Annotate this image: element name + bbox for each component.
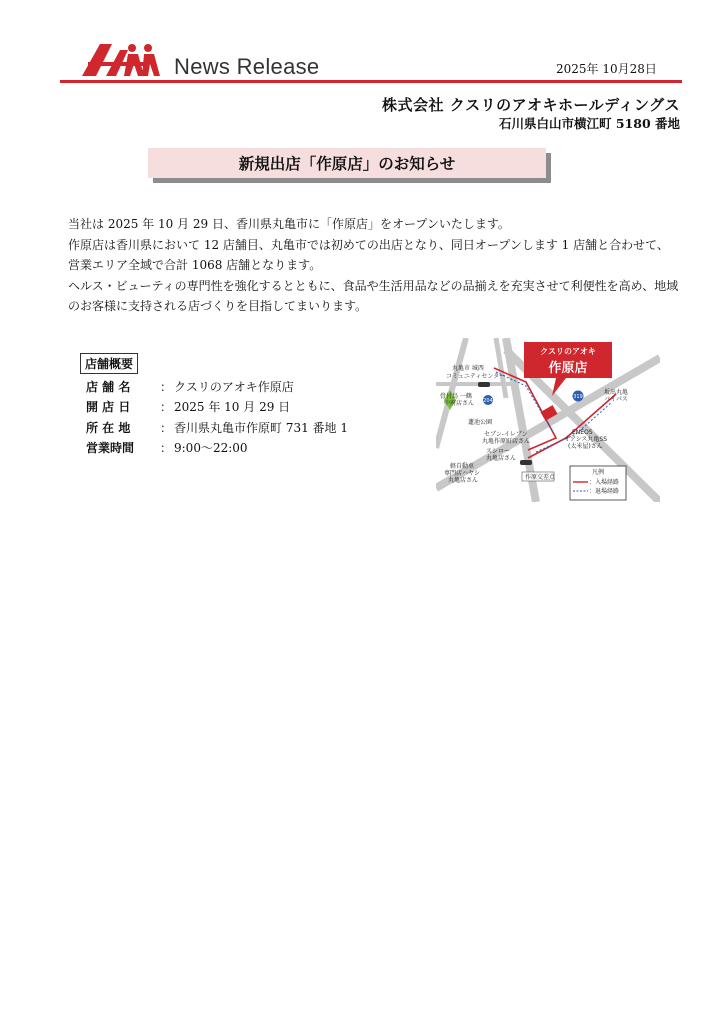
eneos-label: ENEOS [572, 429, 593, 436]
seven-eleven-label: 丸亀作原町店さん [482, 438, 531, 445]
company-address: 石川県白山市横江町 5180 番地 [499, 116, 680, 131]
headline-banner [148, 148, 546, 178]
car-shop-label: 丸亀店さん [448, 477, 479, 484]
address-label: 所 在 地 [86, 420, 131, 435]
kotohira-label: 骨付鳥 一鶴 [440, 393, 472, 400]
community-center-label: 丸亀市 城西 [452, 365, 484, 372]
store-name-label: 店 舗 名 [86, 379, 131, 394]
news-release-title: News Release [174, 54, 320, 79]
seven-eleven-label: セブン-イレブン [484, 431, 528, 438]
route-204-label: 204 [483, 398, 493, 404]
business-hours-label: 営業時間 [86, 441, 135, 456]
header-divider [60, 80, 682, 83]
kotohira-label: 中府店さん [444, 400, 475, 407]
company-name: 株式会社 クスリのアオキホールディングス [382, 96, 680, 114]
car-shop-label: 軽自動車 [450, 463, 475, 470]
bypass-label: 坂出丸亀 [604, 389, 629, 396]
store-name-value: クスリのアオキ作原店 [174, 379, 294, 394]
intersection-label: 作原交差点 [525, 474, 556, 481]
eneos-label: (太米屋)さん [568, 443, 603, 450]
bypass-label: バイパス [604, 396, 628, 403]
legend-title: 凡例 [592, 469, 605, 476]
body-text [68, 214, 679, 317]
store-overview-title: 店舗概要 [80, 353, 138, 374]
opening-date-value: 2025 年 10 月 29 日 [174, 400, 291, 415]
colon: ： [160, 420, 173, 435]
body-paragraph-line: 当社は 2025 年 10 月 29 日、香川県丸亀市に「作原店」をオープンいたします。 [68, 217, 510, 231]
colon: ： [160, 400, 173, 415]
sushiro-label: 丸亀店さん [486, 455, 517, 462]
body-paragraph-line: 営業エリア全域で合計 1068 店舗となります。 [68, 258, 322, 272]
sushiro-label: スシロー [486, 448, 511, 455]
opening-date-label: 開 店 日 [86, 400, 131, 415]
store-label: 作原店 [548, 361, 588, 376]
store-location-map [436, 338, 660, 502]
opening-date-row [86, 397, 348, 418]
company-logo-icon [82, 42, 162, 78]
business-hours-row [86, 438, 348, 459]
business-hours-value: 9:00〜22:00 [174, 441, 248, 456]
body-paragraph-line: 作原店は香川県において 12 店舗目、丸亀市では初めての出店となり、同日オープンします 1 店舗と合わせて、 [68, 237, 669, 252]
eneos-label: オアシス丸亀SS [564, 436, 608, 443]
community-center-label: コミュニティセンター [446, 373, 506, 380]
legend-exit-label: ：退場経路 [589, 488, 620, 495]
store-name-row [86, 376, 348, 397]
store-overview-table [86, 376, 348, 458]
traffic-signal-icon [520, 460, 532, 465]
route-319-label: 319 [573, 394, 583, 400]
brand-label: クスリのアオキ [540, 347, 596, 356]
body-paragraph-line: ヘルス・ビューティの専門性を強化するとともに、食品や生活用品などの品揃えを充実させて利便性を高め、地域 [68, 278, 679, 293]
traffic-signal-icon [478, 382, 490, 387]
colon: ： [160, 441, 173, 456]
address-row [86, 417, 348, 438]
body-paragraph-line: のお客様に支持される店づくりを目指してまいります。 [68, 299, 368, 313]
legend-entry-label: ：入場経路 [589, 479, 620, 486]
address-value: 香川県丸亀市作原町 731 番地 1 [174, 420, 348, 435]
park-label: 蓮池公園 [468, 419, 493, 426]
car-shop-label: 専門店ハヤシ [444, 470, 480, 477]
colon: ： [160, 379, 173, 394]
release-date: 2025年 10月28日 [556, 62, 657, 76]
headline-text: 新規出店「作原店」のお知らせ [238, 155, 456, 173]
